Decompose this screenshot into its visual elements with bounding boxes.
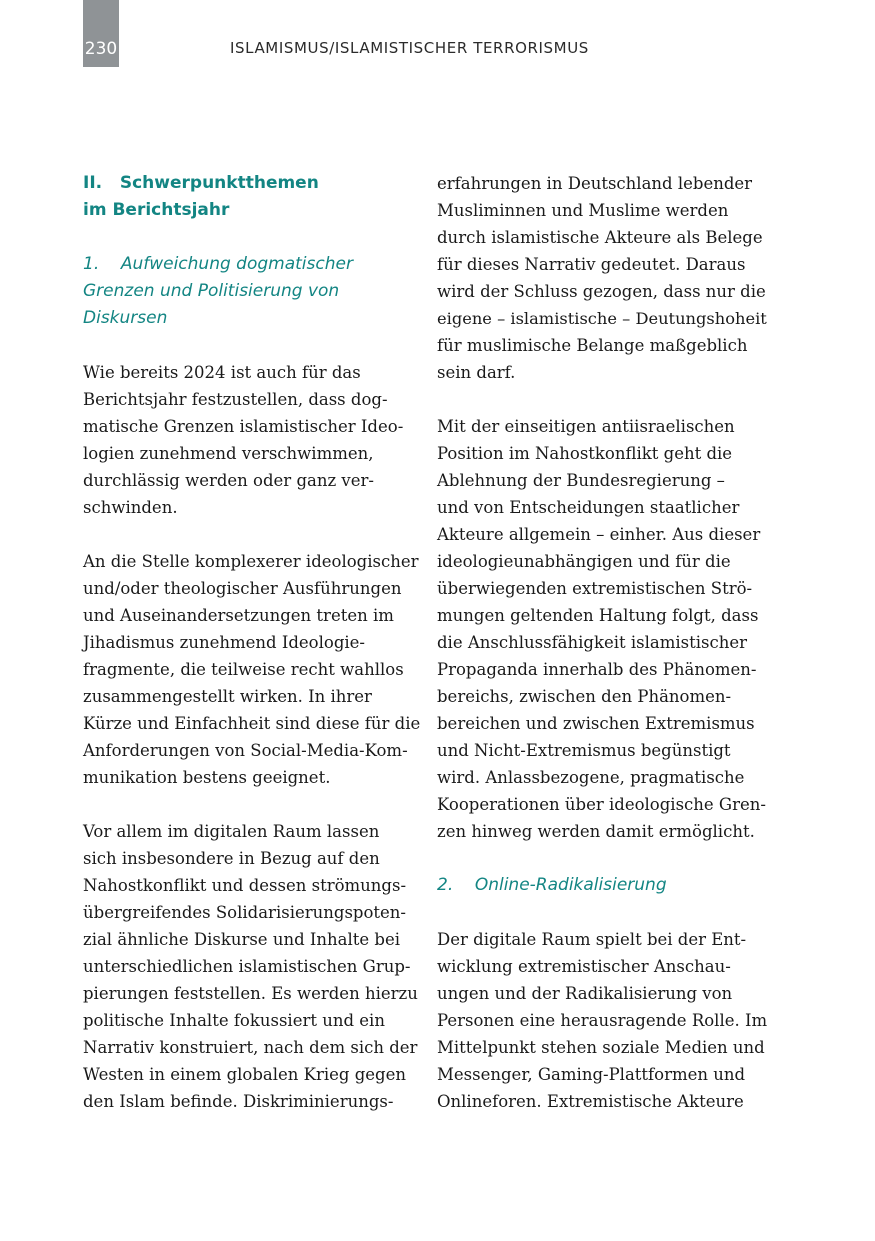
text-line: zusammengestellt wirken. In ihrer [83,687,372,706]
subsection-heading-line: Diskursen [83,308,168,328]
text-line: Wie bereits 2024 ist auch für das [83,363,361,382]
text-line: wird. Anlassbezogene, pragmatische [437,768,745,787]
text-line: wird der Schluss gezogen, dass nur die [437,282,766,301]
text-line: Mit der einseitigen antiisraelischen [437,417,735,436]
text-line: bereichs, zwischen den Phänomen- [437,687,732,706]
paragraph [437,413,767,845]
text-line: Musliminnen und Muslime werden [437,201,729,220]
text-line: überwiegenden extremistischen Strö- [437,579,753,598]
text-line: Position im Nahostkonflikt geht die [437,444,733,463]
text-line: erfahrungen in Deutschland lebender [437,174,753,193]
text-line: unterschiedlichen islamistischen Grup- [83,957,411,976]
left-column [83,170,433,1115]
paragraph [437,170,767,386]
text-line: ideologieunabhängigen und für die [437,552,731,571]
paragraph [83,548,433,791]
text-line: Mittelpunkt stehen soziale Medien und [437,1038,765,1057]
text-line: zial ähnliche Diskurse und Inhalte bei [83,930,401,949]
text-line: und/oder theologischer Ausführungen [83,579,402,598]
text-line: pierungen feststellen. Es werden hierzu [83,984,418,1003]
text-line: Akteure allgemein – einher. Aus dieser [437,525,761,544]
text-line: übergreifendes Solidarisierungspoten- [83,903,406,922]
subsection-heading-line: 2. Online-Radikalisierung [437,875,667,895]
section-heading-line: im Berichtsjahr [83,200,230,220]
text-line: Kooperationen über ideologische Gren- [437,795,766,814]
text-line: für dieses Narrativ gedeutet. Daraus [437,255,746,274]
text-line: ungen und der Radikalisierung von [437,984,733,1003]
text-line: Vor allem im digitalen Raum lassen [83,822,380,841]
text-line: mungen geltenden Haltung folgt, dass [437,606,759,625]
running-header: ISLAMISMUS/ISLAMISTISCHER TERRORISMUS [230,39,589,57]
text-line: Messenger, Gaming-Plattformen und [437,1065,746,1084]
text-line: Westen in einem globalen Krieg gegen [83,1065,407,1084]
text-line: den Islam befinde. Diskriminierungs- [83,1092,394,1111]
text-line: Anforderungen von Social-Media-Kom- [83,741,408,760]
right-column [437,170,767,1115]
subsection-heading-line: Grenzen und Politisierung von [83,281,340,301]
text-line: wicklung extremistischer Anschau- [437,957,731,976]
text-line: Jihadismus zunehmend Ideologie- [83,633,365,652]
paragraph [83,818,433,1115]
text-line: Berichtsjahr festzustellen, dass dog- [83,390,388,409]
text-line: und Nicht-Extremismus begünstigt [437,741,731,760]
text-line: die Anschlussfähigkeit islamistischer [437,633,748,652]
text-line: für muslimische Belange maßgeblich [437,336,748,355]
text-line: schwinden. [83,498,178,517]
text-line: und Auseinandersetzungen treten im [83,606,394,625]
page-number-tab [83,0,119,67]
text-line: munikation bestens geeignet. [83,768,331,787]
text-line: sich insbesondere in Bezug auf den [83,849,380,868]
subsection-2-heading [437,872,767,899]
text-line: Ablehnung der Bundesregierung – [437,471,725,490]
text-line: durch islamistische Akteure als Belege [437,228,763,247]
subsection-1-heading [83,251,433,332]
text-line: logien zunehmend verschwimmen, [83,444,374,463]
paragraph [83,359,433,521]
text-line: eigene – islamistische – Deutungshoheit [437,309,767,328]
paragraph [437,926,767,1115]
subsection-heading-line: 1. Aufweichung dogmatischer [83,254,353,274]
section-heading [83,170,433,224]
text-line: bereichen und zwischen Extremismus [437,714,755,733]
text-line: Propaganda innerhalb des Phänomen- [437,660,757,679]
text-line: fragmente, die teilweise recht wahllos [83,660,404,679]
page-number: 230 [84,39,118,59]
text-line: durchlässig werden oder ganz ver- [83,471,374,490]
text-line: politische Inhalte fokussiert und ein [83,1011,385,1030]
text-line: Onlineforen. Extremistische Akteure [437,1092,744,1111]
text-line: zen hinweg werden damit ermöglicht. [437,822,755,841]
text-line: An die Stelle komplexerer ideologischer [83,552,419,571]
text-line: und von Entscheidungen staatlicher [437,498,740,517]
text-line: Personen eine herausragende Rolle. Im [437,1011,768,1030]
text-line: Narrativ konstruiert, nach dem sich der [83,1038,418,1057]
text-line: Kürze und Einfachheit sind diese für die [83,714,421,733]
text-line: matische Grenzen islamistischer Ideo- [83,417,404,436]
section-heading-line: II. Schwerpunktthemen [83,173,319,193]
text-line: sein darf. [437,363,516,382]
text-line: Der digitale Raum spielt bei der Ent- [437,930,747,949]
text-line: Nahostkonflikt und dessen strömungs- [83,876,407,895]
